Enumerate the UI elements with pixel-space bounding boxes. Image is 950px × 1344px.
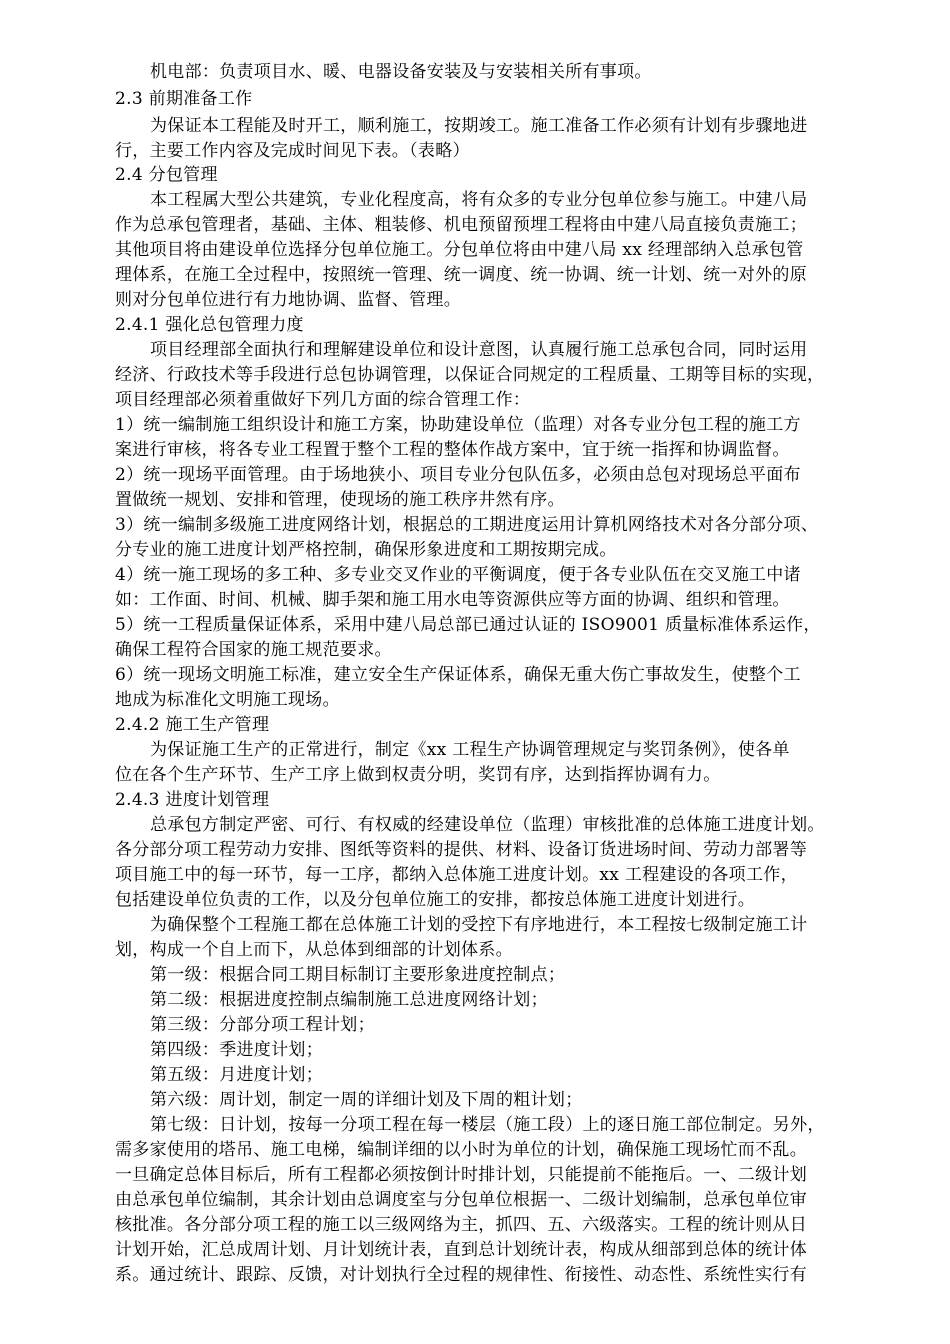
section-heading: 2.3 前期准备工作 — [115, 89, 253, 109]
paragraph-line: 为保证本工程能及时开工，顺利施工，按期竣工。施工准备工作必须有计划有步骤地进 — [150, 116, 808, 136]
paragraph-line: 则对分包单位进行有力地协调、监督、管理。 — [115, 290, 461, 310]
paragraph-line: 由总承包单位编制，其余计划由总调度室与分包单位根据一、二级计划编制，总承包单位审 — [115, 1190, 807, 1210]
section-heading: 2.4.3 进度计划管理 — [115, 790, 270, 810]
plan-level-item: 第五级：月进度计划； — [150, 1065, 323, 1085]
section-heading: 2.4.2 施工生产管理 — [115, 715, 270, 735]
list-item: 2）统一现场平面管理。由于场地狭小、项目专业分包队伍多，必须由总包对现场总平面布 — [115, 465, 801, 485]
plan-level-item: 第三级：分部分项工程计划； — [150, 1015, 375, 1035]
paragraph-line: 系。通过统计、跟踪、反馈，对计划执行全过程的规律性、衔接性、动态性、系统性实行有 — [115, 1265, 807, 1285]
list-item: 1）统一编制施工组织设计和施工方案，协助建设单位（监理）对各专业分包工程的施工方 — [115, 415, 801, 435]
paragraph-line: 经济、行政技术等手段进行总包协调管理，以保证合同规定的工程质量、工期等目标的实现， — [115, 365, 825, 385]
paragraph-line: 一旦确定总体目标后，所有工程都必须按倒计时排计划，只能提前不能拖后。一、二级计划 — [115, 1165, 807, 1185]
paragraph-line: 项目经理部全面执行和理解建设单位和设计意图，认真履行施工总承包合同，同时运用 — [150, 340, 808, 360]
paragraph-line: 为保证施工生产的正常进行，制定《xx 工程生产协调管理规定与奖罚条例》，使各单 — [150, 740, 790, 760]
paragraph-line: 其他项目将由建设单位选择分包单位施工。分包单位将由中建八局 xx 经理部纳入总承包管 — [115, 240, 804, 260]
paragraph-line: 理体系，在施工全过程中，按照统一管理、统一调度、统一协调、统一计划、统一对外的原 — [115, 265, 807, 285]
list-item: 案进行审核，将各专业工程置于整个工程的整体作战方案中，宜于统一指挥和协调监督。 — [115, 440, 790, 460]
section-heading: 2.4 分包管理 — [115, 165, 218, 185]
paragraph-line: 项目经理部必须着重做好下列几方面的综合管理工作： — [115, 390, 531, 410]
plan-level-item: 第七级：日计划，按每一分项工程在每一楼层（施工段）上的逐日施工部位制定。另外， — [150, 1115, 825, 1135]
section-heading: 2.4.1 强化总包管理力度 — [115, 315, 304, 335]
paragraph-line: 核批准。各分部分项工程的施工以三级网络为主，抓四、五、六级落实。工程的统计则从日 — [115, 1215, 807, 1235]
paragraph-line: 机电部：负责项目水、暖、电器设备安装及与安装相关所有事项。 — [150, 62, 652, 82]
list-item: 6）统一现场文明施工标准，建立安全生产保证体系，确保无重大伤亡事故发生，使整个工 — [115, 665, 801, 685]
paragraph-line: 计划开始，汇总成周计划、月计划统计表，直到总计划统计表，构成从细部到总体的统计体 — [115, 1240, 807, 1260]
paragraph-line: 项目施工中的每一环节，每一工序，都纳入总体施工进度计划。xx 工程建设的各项工作， — [115, 865, 798, 885]
paragraph-line: 为确保整个工程施工都在总体施工计划的受控下有序地进行，本工程按七级制定施工计 — [150, 915, 808, 935]
paragraph-line: 位在各个生产环节、生产工序上做到权责分明，奖罚有序，达到指挥协调有力。 — [115, 765, 721, 785]
list-item: 置做统一规划、安排和管理，使现场的施工秩序井然有序。 — [115, 490, 565, 510]
list-item: 确保工程符合国家的施工规范要求。 — [115, 640, 392, 660]
plan-level-item: 第六级：周计划，制定一周的详细计划及下周的粗计划； — [150, 1090, 583, 1110]
plan-level-item: 第二级：根据进度控制点编制施工总进度网络计划； — [150, 990, 548, 1010]
plan-level-item: 第四级：季进度计划； — [150, 1040, 323, 1060]
list-item: 3）统一编制多级施工进度网络计划，根据总的工期进度运用计算机网络技术对各分部分项、 — [115, 515, 819, 535]
list-item: 4）统一施工现场的多工种、多专业交叉作业的平衡调度，便于各专业队伍在交叉施工中诸 — [115, 565, 801, 585]
paragraph-line: 划，构成一个自上而下，从总体到细部的计划体系。 — [115, 940, 513, 960]
list-item: 地成为标准化文明施工现场。 — [115, 690, 340, 710]
paragraph-line: 本工程属大型公共建筑，专业化程度高，将有众多的专业分包单位参与施工。中建八局 — [150, 190, 808, 210]
paragraph-line: 总承包方制定严密、可行、有权威的经建设单位（监理）审核批准的总体施工进度计划。 — [150, 815, 825, 835]
list-item: 分专业的施工进度计划严格控制，确保形象进度和工期按期完成。 — [115, 540, 617, 560]
paragraph-line: 行，主要工作内容及完成时间见下表。（表略） — [115, 141, 470, 161]
list-item: 如：工作面、时间、机械、脚手架和施工用水电等资源供应等方面的协调、组织和管理。 — [115, 590, 790, 610]
list-item: 5）统一工程质量保证体系，采用中建八局总部已通过认证的 ISO9001 质量标准体系运作， — [115, 615, 821, 635]
plan-level-item: 第一级：根据合同工期目标制订主要形象进度控制点； — [150, 965, 566, 985]
paragraph-line: 各分部分项工程劳动力安排、图纸等资料的提供、材料、设备订货进场时间、劳动力部署等 — [115, 840, 807, 860]
paragraph-line: 需多家使用的塔吊、施工电梯，编制详细的以小时为单位的计划，确保施工现场忙而不乱。 — [115, 1140, 807, 1160]
paragraph-line: 作为总承包管理者，基础、主体、粗装修、机电预留预埋工程将由中建八局直接负责施工； — [115, 215, 807, 235]
paragraph-line: 包括建设单位负责的工作，以及分包单位施工的安排，都按总体施工进度计划进行。 — [115, 890, 756, 910]
